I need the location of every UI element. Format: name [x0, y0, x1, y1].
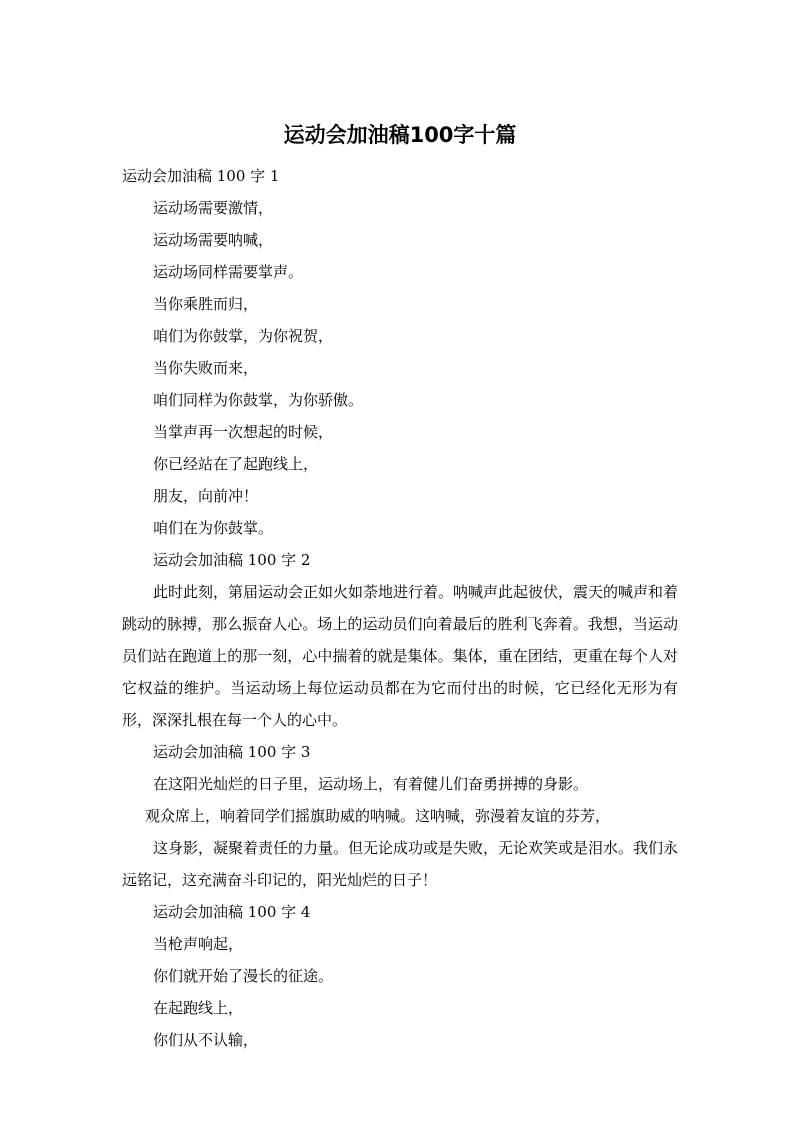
text-line: 运动场需要激情，	[153, 199, 274, 217]
text-line: 你们就开始了漫长的征途。	[153, 967, 334, 985]
section-heading-2: 运动会加油稿 100 字 2	[153, 551, 311, 569]
paragraph-3: 这身影，凝聚着责任的力量。但无论成功或是失败，无论欢笑或是泪水。我们永远铭记，这充满奋斗印记的，阳光灿烂的日子！	[122, 839, 679, 889]
text-line: 当掌声再一次想起的时候，	[153, 423, 334, 441]
text-line: 咱们为你鼓掌，为你祝贺，	[153, 327, 334, 345]
text-line: 你已经站在了起跑线上，	[153, 455, 319, 473]
document-body	[122, 160, 678, 1056]
text-line: 当枪声响起，	[153, 935, 244, 953]
text-line: 咱们在为你鼓掌。	[153, 519, 274, 537]
text-line: 当你失败而来，	[153, 359, 259, 377]
text-line: 在这阳光灿烂的日子里，运动场上，有着健儿们奋勇拼搏的身影。	[153, 775, 589, 793]
text-line: 朋友，向前冲！	[153, 487, 259, 505]
text-line: 在起跑线上，	[153, 999, 244, 1017]
text-line: 当你乘胜而归，	[153, 295, 259, 313]
paragraph-2: 此时此刻，第届运动会正如火如荼地进行着。呐喊声此起彼伏，震天的喊声和着跳动的脉搏，那么振奋人心。场上的运动员们向着最后的胜利飞奔着。我想，当运动员们站在跑道上的那一刻，心中揣着的就是集体。集体，重在团结，更重在每个人对它权益的维护。当运动场上每位运动员都在为它而付出的时候，它已经化无形为有形，深深扎根在每一个人的心中。	[122, 583, 679, 729]
text-line: 观众席上，响着同学们摇旗助威的呐喊。这呐喊，弥漫着友谊的芬芳，	[145, 807, 611, 825]
text-line: 你们从不认输，	[153, 1031, 259, 1049]
section-heading-3: 运动会加油稿 100 字 3	[153, 743, 311, 761]
text-line: 咱们同样为你鼓掌，为你骄傲。	[153, 391, 364, 409]
text-line: 运动场同样需要掌声。	[153, 263, 304, 281]
section-heading-4: 运动会加油稿 100 字 4	[153, 903, 311, 921]
text-line: 运动场需要呐喊，	[153, 231, 274, 249]
document-title: 运动会加油稿100字十篇	[283, 123, 517, 147]
section-heading-1: 运动会加油稿 100 字 1	[122, 167, 280, 185]
